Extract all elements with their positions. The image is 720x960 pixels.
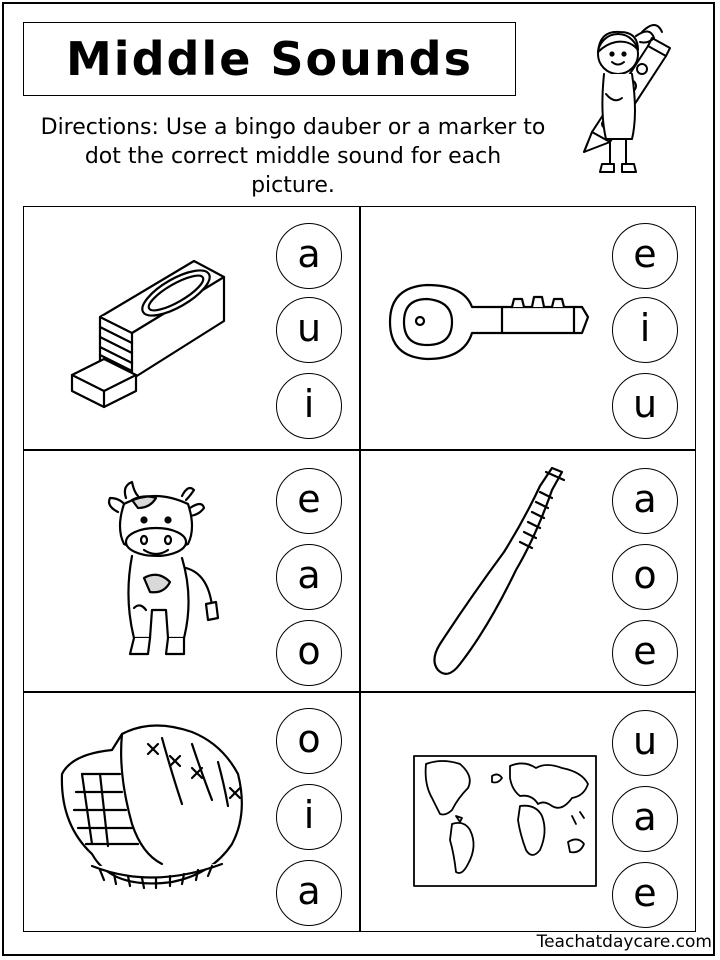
worksheet-cell-bat (360, 450, 696, 692)
choice-bubble[interactable]: a (276, 223, 342, 289)
choice-bubble[interactable]: a (276, 860, 342, 926)
choice-bubble[interactable]: i (276, 784, 342, 850)
directions-line-1: Directions: Use a bingo dauber or a marker to (40, 115, 546, 140)
girl-with-pencil-icon (570, 14, 680, 184)
page-title: Middle Sounds (66, 32, 473, 86)
world-map-icon (412, 754, 598, 888)
picture-grid (23, 206, 696, 932)
worksheet-cell-gum (24, 207, 360, 449)
footer-credit: Teachatdaycare.com (536, 932, 712, 952)
directions-line-2: dot the correct middle sound for each (84, 144, 502, 169)
key-icon (382, 277, 592, 367)
choice-bubble[interactable]: o (612, 544, 678, 610)
baseball-mitt-icon (52, 714, 252, 894)
choice-bubble[interactable]: a (612, 468, 678, 534)
choice-bubble[interactable]: u (612, 710, 678, 776)
bat-icon (420, 458, 570, 683)
choice-bubble[interactable]: a (612, 786, 678, 852)
choice-bubble[interactable]: o (276, 620, 342, 686)
gum-icon (64, 249, 264, 414)
directions-text (18, 113, 568, 200)
choice-bubble[interactable]: u (612, 373, 678, 439)
cow-icon (104, 478, 234, 668)
worksheet-cell-map (360, 692, 696, 934)
choice-bubble[interactable]: o (276, 708, 342, 774)
choice-bubble[interactable]: u (276, 297, 342, 363)
choice-bubble[interactable]: i (612, 297, 678, 363)
title-box (23, 22, 516, 96)
choice-bubble[interactable]: e (612, 862, 678, 928)
choice-bubble[interactable]: e (612, 223, 678, 289)
worksheet-cell-key (360, 207, 696, 449)
choice-bubble[interactable]: e (612, 620, 678, 686)
choice-bubble[interactable]: e (276, 468, 342, 534)
choice-bubble[interactable]: a (276, 544, 342, 610)
worksheet-cell-cow (24, 450, 360, 692)
choice-bubble[interactable]: i (276, 373, 342, 439)
directions-line-3: picture. (251, 173, 335, 198)
worksheet-cell-mitt (24, 692, 360, 934)
